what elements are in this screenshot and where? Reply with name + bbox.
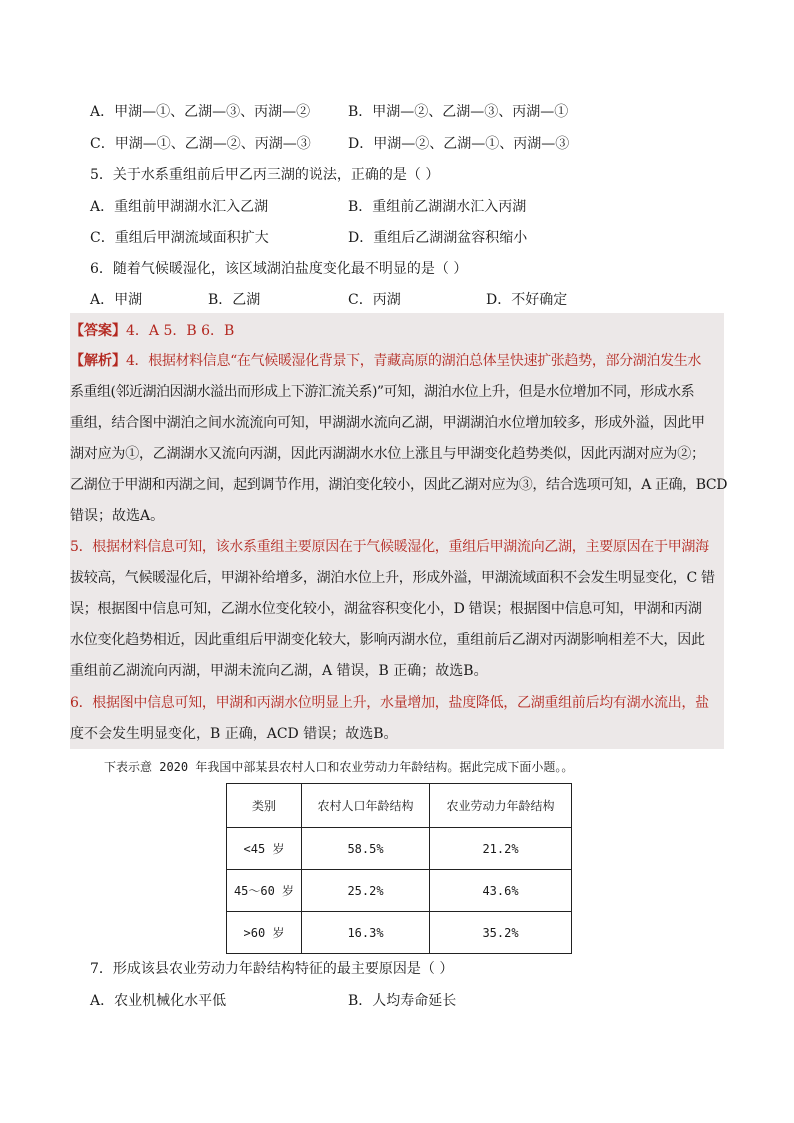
- q6-stem: 6．随着气候暖湿化，该区域湖泊盐度变化最不明显的是（ ）: [90, 261, 468, 277]
- table-cell: 16.3%: [302, 912, 430, 954]
- table-intro: 下表示意 2020 年我国中部某县农村人口和农业劳动力年龄结构。据此完成下面小题。。: [104, 760, 574, 774]
- analysis-p5-line-2: 拔较高，气候暖湿化后，甲湖补给增多，湖泊水位上升，形成外溢，甲湖流域面积不会发生明显变化，C 错: [70, 570, 715, 586]
- analysis-p4-line-5: 乙湖位于甲湖和丙湖之间，起到调节作用，湖泊变化较小，因此乙湖对应为③，结合选项可知，A 正确，BCD: [70, 477, 728, 493]
- analysis-p5-line-3: 误；根据图中信息可知，乙湖水位变化较小，湖盆容积变化小，D 错误；根据图中信息可知，甲湖和丙湖: [70, 601, 702, 617]
- analysis-p4-line-2: 系重组(邻近湖泊因湖水溢出而形成上下游汇流关系)”可知，湖泊水位上升，但是水位增加不同，形成水系: [70, 384, 695, 400]
- analysis-p4-line-1: 4．根据材料信息“在气候暖湿化背景下，青藏高原的湖泊总体呈快速扩张趋势，部分湖泊发生水: [126, 353, 702, 369]
- table-cell: 21.2%: [430, 828, 572, 870]
- q7-option-a: A．农业机械化水平低: [90, 993, 227, 1009]
- q4-option-a: A．甲湖—①、乙湖—③、丙湖—②: [90, 104, 311, 120]
- answer-analysis-block: [70, 313, 724, 749]
- table-cell: 45～60 岁: [227, 870, 302, 912]
- q6-option-a: A．甲湖: [90, 292, 143, 308]
- analysis-p4-line-6: 错误；故选A。: [70, 508, 165, 524]
- age-structure-table: [226, 783, 572, 954]
- analysis-tag: 【解析】: [70, 353, 126, 369]
- table-cell: 43.6%: [430, 870, 572, 912]
- q6-option-b: B．乙湖: [208, 292, 261, 308]
- q6-option-d: D．不好确定: [486, 292, 568, 308]
- q5-option-a: A．重组前甲湖湖水汇入乙湖: [90, 199, 269, 215]
- q4-option-b: B．甲湖—②、乙湖—③、丙湖—①: [348, 104, 569, 120]
- analysis-p5-line-1: 5．根据材料信息可知，该水系重组主要原因在于气候暖湿化，重组后甲湖流向乙湖，主要原因在于甲湖海: [70, 539, 709, 555]
- table-header-cell: 农业劳动力年龄结构: [430, 784, 572, 828]
- table-cell: 58.5%: [302, 828, 430, 870]
- answer-line: [70, 320, 234, 340]
- q5-stem: 5．关于水系重组前后甲乙丙三湖的说法，正确的是（ ）: [90, 167, 440, 183]
- answer-text: 4．A 5．B 6．B: [126, 323, 235, 339]
- table-header-cell: 农村人口年龄结构: [302, 784, 430, 828]
- q4-option-d: D．甲湖—②、乙湖—①、丙湖—③: [348, 136, 570, 152]
- analysis-p5-line-4: 水位变化趋势相近，因此重组后甲湖变化较大，影响丙湖水位，重组前后乙湖对丙湖影响相差不大，因此: [70, 632, 705, 648]
- q7-stem: 7．形成该县农业劳动力年龄结构特征的最主要原因是（ ）: [90, 961, 454, 977]
- table-row: [227, 870, 572, 912]
- q4-option-c: C．甲湖—①、乙湖—②、丙湖—③: [90, 136, 311, 152]
- q5-option-b: B．重组前乙湖湖水汇入丙湖: [348, 199, 527, 215]
- table-cell: 35.2%: [430, 912, 572, 954]
- table-cell: 25.2%: [302, 870, 430, 912]
- analysis-p5-line-5: 重组前乙湖流向丙湖，甲湖未流向乙湖，A 错误，B 正确；故选B。: [70, 663, 488, 679]
- analysis-p4-line-4: 湖对应为①，乙湖湖水又流向丙湖，因此丙湖湖水水位上涨且与甲湖变化趋势类似，因此丙湖对应为②；: [70, 446, 705, 462]
- table-header-cell: 类别: [227, 784, 302, 828]
- analysis-line: [70, 350, 701, 370]
- analysis-p4-line-3: 重组，结合图中湖泊之间水流流向可知，甲湖湖水流向乙湖，甲湖湖泊水位增加较多，形成外溢，因此甲: [70, 415, 705, 431]
- table-row: [227, 828, 572, 870]
- q5-option-d: D．重组后乙湖湖盆容积缩小: [348, 230, 528, 246]
- table-row: [227, 912, 572, 954]
- q7-option-b: B．人均寿命延长: [348, 993, 457, 1009]
- table-cell: >60 岁: [227, 912, 302, 954]
- q5-option-c: C．重组后甲湖流域面积扩大: [90, 230, 269, 246]
- answer-tag: 【答案】: [70, 323, 126, 339]
- table-cell: <45 岁: [227, 828, 302, 870]
- analysis-p6-line-2: 度不会发生明显变化，B 正确，ACD 错误；故选B。: [70, 726, 398, 742]
- analysis-p6-line-1: 6．根据图中信息可知，甲湖和丙湖水位明显上升，水量增加，盐度降低，乙湖重组前后均有湖水流出，盐: [70, 695, 709, 711]
- table-header-row: [227, 784, 572, 828]
- q6-option-c: C．丙湖: [348, 292, 401, 308]
